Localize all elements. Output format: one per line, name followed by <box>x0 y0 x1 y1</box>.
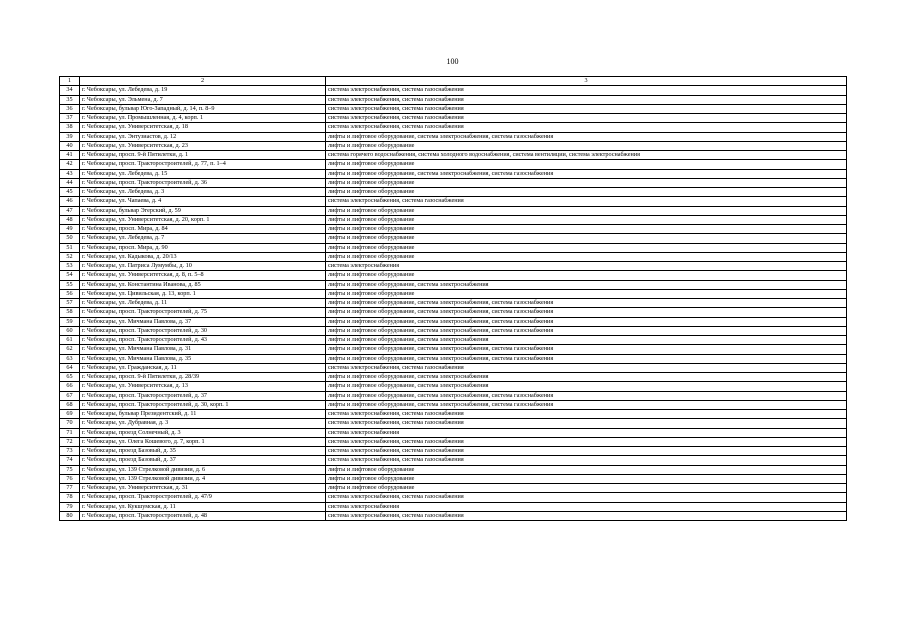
address-cell: г. Чебоксары, ул. 139 Стрелковой дивизии, д. 6 <box>80 465 326 474</box>
row-number-cell: 57 <box>60 299 80 308</box>
address-cell: г. Чебоксары, ул. Лебедева, д. 7 <box>80 234 326 243</box>
table-row <box>60 169 847 178</box>
systems-cell: лифты и лифтовое оборудование <box>326 474 847 483</box>
column-header-systems: 3 <box>326 77 847 86</box>
row-number-cell: 52 <box>60 252 80 261</box>
row-number-cell: 37 <box>60 114 80 123</box>
table-row <box>60 132 847 141</box>
systems-cell: лифты и лифтовое оборудование, система электроснабжения, система газоснабжения <box>326 299 847 308</box>
systems-cell: лифты и лифтовое оборудование <box>326 225 847 234</box>
row-number-cell: 58 <box>60 308 80 317</box>
systems-cell: лифты и лифтовое оборудование, система электроснабжения, система газоснабжения <box>326 169 847 178</box>
address-cell: г. Чебоксары, ул. Лебедева, д. 3 <box>80 188 326 197</box>
row-number-cell: 78 <box>60 493 80 502</box>
table-row <box>60 400 847 409</box>
systems-cell: лифты и лифтовое оборудование <box>326 289 847 298</box>
row-number-cell: 76 <box>60 474 80 483</box>
page-number: 100 <box>446 57 459 66</box>
row-number-cell: 35 <box>60 95 80 104</box>
systems-cell: лифты и лифтовое оборудование <box>326 252 847 261</box>
address-cell: г. Чебоксары, просп. Тракторостроителей, д. 37 <box>80 391 326 400</box>
table-row <box>60 104 847 113</box>
address-cell: г. Чебоксары, просп. Тракторостроителей, д. 77, п. 1–4 <box>80 160 326 169</box>
address-cell: г. Чебоксары, ул. Энтузиастов, д. 12 <box>80 132 326 141</box>
systems-cell: система электроснабжения <box>326 262 847 271</box>
address-cell: г. Чебоксары, ул. Университетская, д. 13 <box>80 382 326 391</box>
address-cell: г. Чебоксары, проезд Солнечный, д. 3 <box>80 428 326 437</box>
systems-cell: система электроснабжения, система газоснабжения <box>326 419 847 428</box>
row-number-cell: 45 <box>60 188 80 197</box>
table-row <box>60 437 847 446</box>
table-row <box>60 178 847 187</box>
table-row <box>60 336 847 345</box>
systems-cell: система электроснабжения, система газоснабжения <box>326 123 847 132</box>
row-number-cell: 80 <box>60 511 80 520</box>
systems-cell: лифты и лифтовое оборудование, система электроснабжения, система газоснабжения <box>326 391 847 400</box>
table-row <box>60 262 847 271</box>
table-row <box>60 373 847 382</box>
table-row <box>60 225 847 234</box>
row-number-cell: 51 <box>60 243 80 252</box>
row-number-cell: 59 <box>60 317 80 326</box>
systems-cell: лифты и лифтовое оборудование, система электроснабжения <box>326 336 847 345</box>
address-cell: г. Чебоксары, ул. Университетская, д. 18 <box>80 123 326 132</box>
systems-cell: лифты и лифтовое оборудование, система электроснабжения, система газоснабжения <box>326 400 847 409</box>
row-number-cell: 74 <box>60 456 80 465</box>
address-cell: г. Чебоксары, бульвар Юго-Западный, д. 14, п. 8–9 <box>80 104 326 113</box>
table-row <box>60 363 847 372</box>
table-row <box>60 502 847 511</box>
address-cell: г. Чебоксары, бульвар Эгерский, д. 59 <box>80 206 326 215</box>
row-number-cell: 73 <box>60 447 80 456</box>
address-cell: г. Чебоксары, ул. Лебедева, д. 15 <box>80 169 326 178</box>
table-row <box>60 95 847 104</box>
row-number-cell: 38 <box>60 123 80 132</box>
address-cell: г. Чебоксары, ул. Университетская, д. 31 <box>80 484 326 493</box>
address-cell: г. Чебоксары, бульвар Президентский, д. 11 <box>80 410 326 419</box>
address-cell: г. Чебоксары, ул. 139 Стрелковой дивизии, д. 4 <box>80 474 326 483</box>
row-number-cell: 63 <box>60 354 80 363</box>
row-number-cell: 75 <box>60 465 80 474</box>
row-number-cell: 65 <box>60 373 80 382</box>
systems-cell: лифты и лифтовое оборудование, система электроснабжения, система газоснабжения <box>326 345 847 354</box>
address-cell: г. Чебоксары, ул. Университетская, д. 23 <box>80 141 326 150</box>
table-row <box>60 345 847 354</box>
address-cell: г. Чебоксары, ул. Гражданская, д. 11 <box>80 363 326 372</box>
systems-cell: система электроснабжения, система газоснабжения <box>326 493 847 502</box>
address-cell: г. Чебоксары, просп. 9-й Пятилетки, д. 28/39 <box>80 373 326 382</box>
row-number-cell: 62 <box>60 345 80 354</box>
systems-cell: лифты и лифтовое оборудование <box>326 141 847 150</box>
systems-cell: система электроснабжения, система газоснабжения <box>326 95 847 104</box>
address-cell: г. Чебоксары, ул. Лебедева, д. 11 <box>80 299 326 308</box>
systems-cell: лифты и лифтовое оборудование, система электроснабжения, система газоснабжения <box>326 317 847 326</box>
address-cell: г. Чебоксары, ул. Эльмена, д. 7 <box>80 95 326 104</box>
row-number-cell: 43 <box>60 169 80 178</box>
row-number-cell: 41 <box>60 151 80 160</box>
systems-cell: система электроснабжения, система газоснабжения <box>326 114 847 123</box>
systems-cell: система электроснабжения, система газоснабжения <box>326 86 847 95</box>
row-number-cell: 50 <box>60 234 80 243</box>
row-number-cell: 64 <box>60 363 80 372</box>
systems-cell: лифты и лифтовое оборудование, система электроснабжения <box>326 382 847 391</box>
column-header-number: 1 <box>60 77 80 86</box>
document-table <box>59 76 847 521</box>
systems-cell: лифты и лифтовое оборудование, система электроснабжения <box>326 280 847 289</box>
row-number-cell: 34 <box>60 86 80 95</box>
table-row <box>60 354 847 363</box>
systems-cell: система электроснабжения, система газоснабжения <box>326 511 847 520</box>
address-cell: г. Чебоксары, ул. Патриса Лумумбы, д. 10 <box>80 262 326 271</box>
address-cell: г. Чебоксары, ул. Университетская, д. 8, п. 5–8 <box>80 271 326 280</box>
systems-cell: лифты и лифтовое оборудование <box>326 243 847 252</box>
table-row <box>60 484 847 493</box>
table-row <box>60 493 847 502</box>
systems-cell: система электроснабжения <box>326 428 847 437</box>
row-number-cell: 46 <box>60 197 80 206</box>
table-row <box>60 114 847 123</box>
table-row <box>60 326 847 335</box>
row-number-cell: 72 <box>60 437 80 446</box>
address-cell: г. Чебоксары, просп. Тракторостроителей, д. 43 <box>80 336 326 345</box>
table-row <box>60 456 847 465</box>
address-cell: г. Чебоксары, проезд Базовый, д. 37 <box>80 456 326 465</box>
table-row <box>60 299 847 308</box>
address-cell: г. Чебоксары, ул. Олега Кошевого, д. 7, корп. 1 <box>80 437 326 446</box>
table-row <box>60 243 847 252</box>
row-number-cell: 60 <box>60 326 80 335</box>
address-cell: г. Чебоксары, ул. Промышленная, д. 4, корп. 1 <box>80 114 326 123</box>
systems-cell: лифты и лифтовое оборудование <box>326 160 847 169</box>
column-header-address: 2 <box>80 77 326 86</box>
row-number-cell: 77 <box>60 484 80 493</box>
address-cell: г. Чебоксары, просп. Тракторостроителей, д. 47/9 <box>80 493 326 502</box>
address-cell: г. Чебоксары, просп. Тракторостроителей, д. 75 <box>80 308 326 317</box>
systems-cell: лифты и лифтовое оборудование <box>326 484 847 493</box>
address-cell: г. Чебоксары, ул. Кадыкова, д. 20/13 <box>80 252 326 261</box>
row-number-cell: 44 <box>60 178 80 187</box>
address-cell: г. Чебоксары, ул. Лебедева, д. 19 <box>80 86 326 95</box>
table-row <box>60 252 847 261</box>
row-number-cell: 53 <box>60 262 80 271</box>
address-cell: г. Чебоксары, ул. Кукшумская, д. 11 <box>80 502 326 511</box>
systems-cell: лифты и лифтовое оборудование <box>326 465 847 474</box>
table-row <box>60 511 847 520</box>
systems-cell: лифты и лифтовое оборудование, система электроснабжения, система газоснабжения <box>326 326 847 335</box>
table-row <box>60 391 847 400</box>
systems-cell: лифты и лифтовое оборудование, система электроснабжения, система газоснабжения <box>326 308 847 317</box>
table-body <box>60 86 847 521</box>
systems-cell: лифты и лифтовое оборудование, система электроснабжения <box>326 373 847 382</box>
table-row <box>60 160 847 169</box>
systems-cell: система электроснабжения, система газоснабжения <box>326 456 847 465</box>
systems-cell: лифты и лифтовое оборудование, система электроснабжения, система газоснабжения <box>326 132 847 141</box>
table-row <box>60 206 847 215</box>
row-number-cell: 68 <box>60 400 80 409</box>
table-row <box>60 419 847 428</box>
table-row <box>60 141 847 150</box>
table-row <box>60 188 847 197</box>
table-row <box>60 86 847 95</box>
systems-cell: система электроснабжения <box>326 502 847 511</box>
row-number-cell: 61 <box>60 336 80 345</box>
systems-cell: система горячего водоснабжения, система холодного водоснабжения, система вентиляции, система электроснабжения <box>326 151 847 160</box>
table-row <box>60 410 847 419</box>
table-row <box>60 271 847 280</box>
row-number-cell: 66 <box>60 382 80 391</box>
table-row <box>60 428 847 437</box>
table-row <box>60 151 847 160</box>
address-cell: г. Чебоксары, просп. Мира, д. 84 <box>80 225 326 234</box>
systems-cell: лифты и лифтовое оборудование <box>326 206 847 215</box>
table-row <box>60 317 847 326</box>
table-header-row <box>60 77 847 86</box>
table-row <box>60 289 847 298</box>
table-row <box>60 382 847 391</box>
row-number-cell: 49 <box>60 225 80 234</box>
address-cell: г. Чебоксары, ул. Университетская, д. 20, корп. 1 <box>80 215 326 224</box>
address-cell: г. Чебоксары, просп. Тракторостроителей, д. 30, корп. 1 <box>80 400 326 409</box>
systems-cell: лифты и лифтовое оборудование <box>326 188 847 197</box>
row-number-cell: 56 <box>60 289 80 298</box>
table-row <box>60 123 847 132</box>
systems-cell: система электроснабжения, система газоснабжения <box>326 410 847 419</box>
table-row <box>60 465 847 474</box>
row-number-cell: 55 <box>60 280 80 289</box>
address-cell: г. Чебоксары, ул. Мичмана Павлова, д. 35 <box>80 354 326 363</box>
row-number-cell: 36 <box>60 104 80 113</box>
address-cell: г. Чебоксары, ул. Константина Иванова, д. 85 <box>80 280 326 289</box>
row-number-cell: 79 <box>60 502 80 511</box>
row-number-cell: 40 <box>60 141 80 150</box>
address-cell: г. Чебоксары, просп. Тракторостроителей, д. 30 <box>80 326 326 335</box>
row-number-cell: 70 <box>60 419 80 428</box>
address-cell: г. Чебоксары, ул. Чапаева, д. 4 <box>80 197 326 206</box>
table-row <box>60 215 847 224</box>
address-cell: г. Чебоксары, просп. Тракторостроителей, д. 36 <box>80 178 326 187</box>
systems-cell: система электроснабжения, система газоснабжения <box>326 363 847 372</box>
table-row <box>60 474 847 483</box>
row-number-cell: 54 <box>60 271 80 280</box>
systems-cell: система электроснабжения, система газоснабжения <box>326 447 847 456</box>
systems-cell: лифты и лифтовое оборудование <box>326 234 847 243</box>
row-number-cell: 67 <box>60 391 80 400</box>
table-row <box>60 308 847 317</box>
address-cell: г. Чебоксары, ул. Цивильская, д. 13, корп. 1 <box>80 289 326 298</box>
table-row <box>60 280 847 289</box>
address-cell: г. Чебоксары, ул. Мичмана Павлова, д. 31 <box>80 345 326 354</box>
address-cell: г. Чебоксары, просп. Мира, д. 90 <box>80 243 326 252</box>
row-number-cell: 69 <box>60 410 80 419</box>
row-number-cell: 39 <box>60 132 80 141</box>
row-number-cell: 71 <box>60 428 80 437</box>
table-row <box>60 234 847 243</box>
table-row <box>60 197 847 206</box>
address-cell: г. Чебоксары, просп. 9-й Пятилетки, д. 1 <box>80 151 326 160</box>
row-number-cell: 42 <box>60 160 80 169</box>
address-cell: г. Чебоксары, ул. Мичмана Павлова, д. 37 <box>80 317 326 326</box>
systems-cell: лифты и лифтовое оборудование, система электроснабжения, система газоснабжения <box>326 354 847 363</box>
systems-cell: система электроснабжения, система газоснабжения <box>326 104 847 113</box>
systems-cell: система электроснабжения, система газоснабжения <box>326 437 847 446</box>
address-cell: г. Чебоксары, просп. Тракторостроителей, д. 48 <box>80 511 326 520</box>
row-number-cell: 47 <box>60 206 80 215</box>
systems-cell: система электроснабжения, система газоснабжения <box>326 197 847 206</box>
address-cell: г. Чебоксары, ул. Дубравная, д. 3 <box>80 419 326 428</box>
address-cell: г. Чебоксары, проезд Базовый, д. 35 <box>80 447 326 456</box>
table-row <box>60 447 847 456</box>
row-number-cell: 48 <box>60 215 80 224</box>
systems-cell: лифты и лифтовое оборудование <box>326 271 847 280</box>
systems-cell: лифты и лифтовое оборудование <box>326 215 847 224</box>
systems-cell: лифты и лифтовое оборудование <box>326 178 847 187</box>
